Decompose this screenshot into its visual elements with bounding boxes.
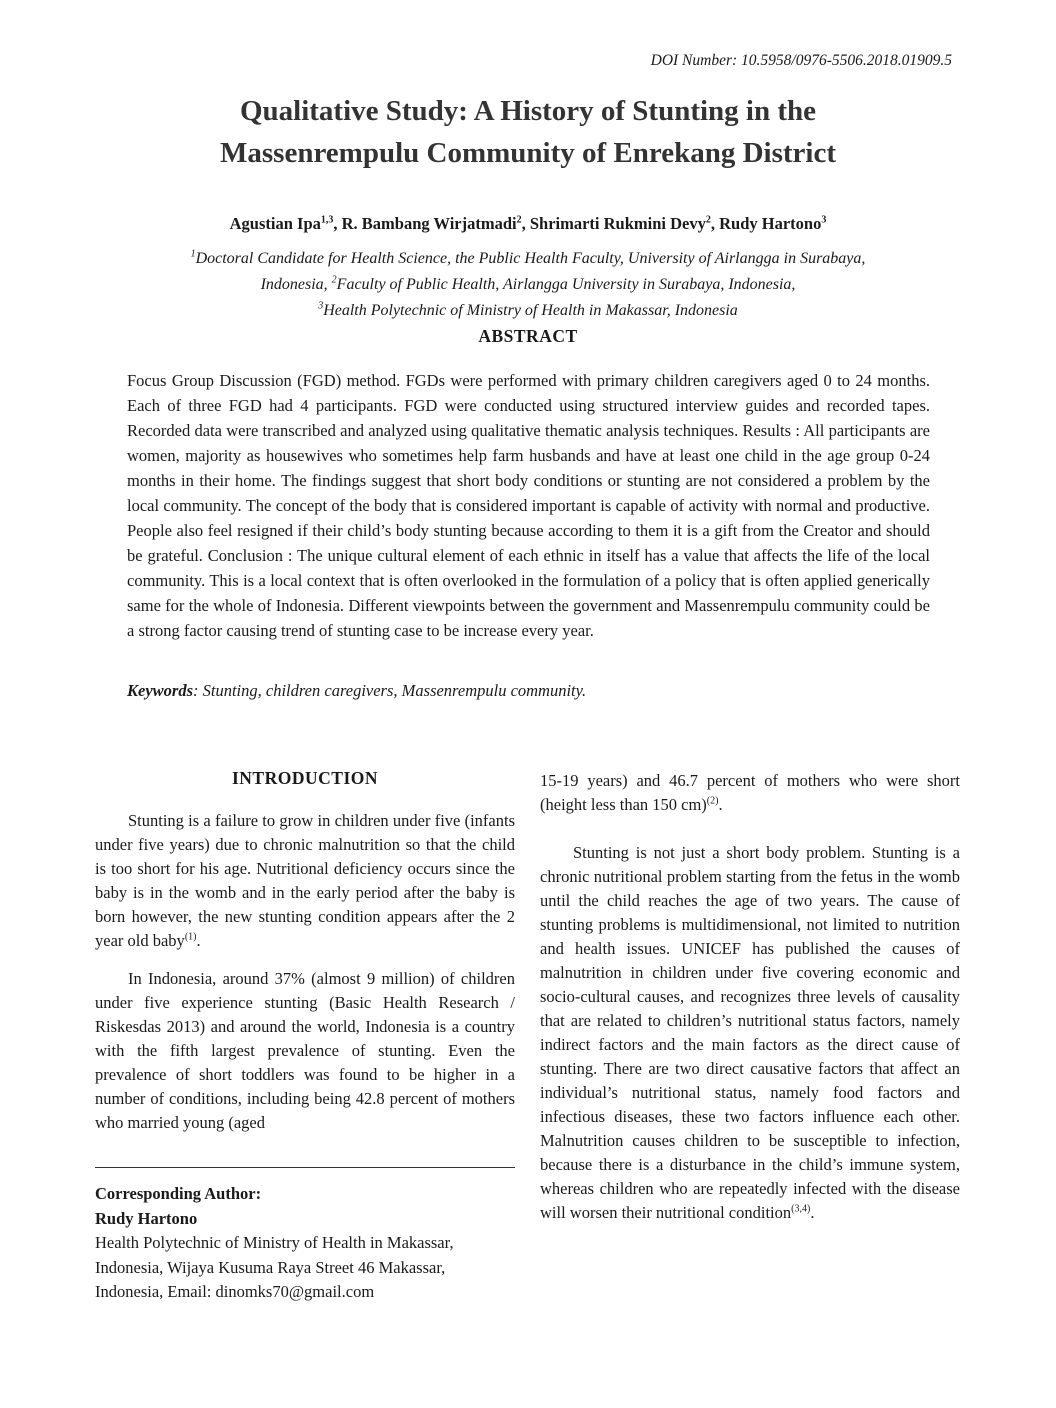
- left-column: [95, 768, 515, 1135]
- affiliation-line-2: Indonesia, $^2$Faculty of Public Health, Airlangga University in Surabaya, Indonesia,: [260, 274, 796, 293]
- affiliations: [60, 246, 996, 324]
- title-line-2: Massenrempulu Community of Enrekang District: [220, 137, 836, 169]
- affiliation-line-3: $^3$Health Polytechnic of Ministry of Health in Makassar, Indonesia: [318, 300, 738, 319]
- author-separator: ,: [333, 214, 342, 233]
- doi-number: DOI Number: 10.5958/0976-5506.2018.01909.5: [650, 52, 952, 69]
- corresponding-author-address-2: Indonesia, Wijaya Kusuma Raya Street 46 Makassar,: [95, 1257, 446, 1277]
- keywords-text: : Stunting, children caregivers, Massenrempulu community.: [193, 681, 587, 700]
- author-name: R. Bambang Wirjatmadi: [341, 214, 517, 233]
- keywords: [127, 681, 930, 701]
- corresponding-author-name: Rudy Hartono: [95, 1208, 198, 1228]
- footnote-divider: [95, 1167, 515, 1168]
- abstract-text: Focus Group Discussion (FGD) method. FGDs were performed with primary children caregivers aged 0 to 24 months. Each of three FGD had 4 participants. FGD were conducted using structured interview guides and recorded tapes. Recorded data were transcribed and analyzed using qualitative thematic analysis techniques. Results : All participants are women, majority as housewives who sometimes help farm husbands and have at least one child in the age group 0-24 months in their home. The findings suggest that short body conditions or stunting are not considered a problem by the local community. The concept of the body that is considered important is capable of activity with normal and productive. People also feel resigned if their child’s body stunting because according to them it is a gift from the Creator and should be grateful. Conclusion : The unique cultural element of each ethnic in itself has a value that affects the life of the local community. This is a local context that is often overlooked in the formulation of a policy that is often applied generically same for the whole of Indonesia. Different viewpoints between the government and Massenrempulu community could be a strong factor causing trend of stunting case to be increase every year.: [127, 371, 930, 640]
- citation-mark: (3,4): [791, 1203, 811, 1215]
- author-separator: ,: [710, 214, 720, 233]
- author-affiliation-mark: 2: [705, 214, 711, 226]
- keywords-label: Keywords: [127, 681, 193, 700]
- corresponding-author-address-1: Health Polytechnic of Ministry of Health in Makassar,: [95, 1233, 454, 1252]
- author-name: Shrimarti Rukmini Devy: [529, 214, 706, 233]
- corresponding-author-label: Corresponding Author:: [95, 1184, 262, 1203]
- intro-paragraph-3: Stunting is not just a short body problem. Stunting is a chronic nutritional problem starting from the fetus in the womb until the child reaches the age of two years. The cause of stunting problems is multidimensional, not limited to nutrition and health issues. UNICEF has published the causes of malnutrition in children under five covering economic and socio-cultural causes, and recognizes three levels of causality that are related to children’s nutritional status factors, namely indirect factors and the main factors as the direct cause of stunting. There are two direct causative factors that affect an individual’s nutritional status, namely food factors and infectious diseases, these two factors influence each other. Malnutrition causes children to be susceptible to infection, because there is a disturbance in the child’s immune system, whereas children who are repeatedly infected with the disease will worsen their nutritional condition$^{(3,4)}$.: [540, 843, 960, 1222]
- intro-paragraph-1: Stunting is a failure to grow in children under five (infants under five years) due to chronic malnutrition so that the child is too short for his age. Nutritional deficiency occurs since the baby is in the womb and in the early period after the baby is born however, the new stunting condition appears after the 2 year old baby$^{(1)}$.: [95, 811, 515, 950]
- author-affiliation-mark: 3: [821, 214, 827, 226]
- author-name: Rudy Hartono: [719, 214, 822, 233]
- abstract-heading: ABSTRACT: [478, 326, 578, 346]
- citation-mark: (1): [184, 931, 197, 943]
- corresponding-author: [95, 1182, 515, 1305]
- title-line-1: Qualitative Study: A History of Stunting in the: [239, 95, 817, 127]
- citation-mark: (2): [706, 795, 719, 807]
- paper-title: [60, 90, 996, 174]
- affiliation-line-1: $^1$Doctoral Candidate for Health Science, the Public Health Faculty, University of Airlangga in Surabaya,: [190, 248, 866, 267]
- corresponding-author-email: Indonesia, Email: dinomks70@gmail.com: [95, 1282, 375, 1301]
- introduction-heading: INTRODUCTION: [231, 768, 379, 788]
- author-affiliation-mark: 1,3: [320, 214, 334, 226]
- author-list: [60, 214, 996, 234]
- author-name: Agustian Ipa: [229, 214, 321, 233]
- right-column: [540, 769, 960, 1225]
- author-affiliation-mark: 2: [516, 214, 522, 226]
- author-separator: ,: [521, 214, 530, 233]
- intro-paragraph-2: In Indonesia, around 37% (almost 9 million) of children under five experience stunting (Basic Health Research / Riskesdas 2013) and around the world, Indonesia is a country with the fifth largest prevalence of stunting. Even the prevalence of short toddlers was found to be higher in a number of conditions, including being 42.8 percent of mothers who married young (aged: [95, 969, 515, 1132]
- intro-paragraph-2-continued: 15-19 years) and 46.7 percent of mothers who were short (height less than 150 cm)$^{(2)}$.: [540, 771, 960, 814]
